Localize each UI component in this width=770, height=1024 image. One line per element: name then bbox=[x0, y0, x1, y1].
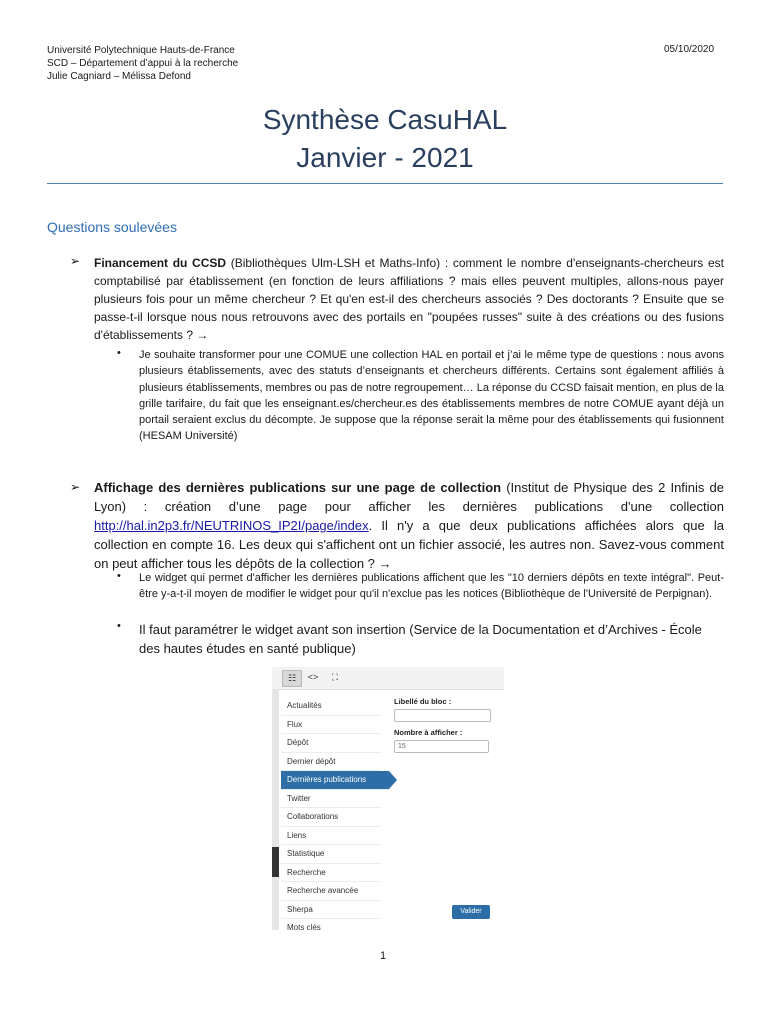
menu-item[interactable]: Dépôt bbox=[281, 734, 381, 753]
item-affichage bbox=[94, 478, 724, 573]
item-financement-answer: Je souhaite transformer pour une COMUE une collection HAL en portail et j’ai le même type de questions : nous avons plusieurs établissements, avec des statuts d’enseignants et chercheurs différents. Certains sont également affiliés à plusieurs établissements, membres ou pas de notre regroupement… La réponse du CCSD faisait mention, en plus de la grille tarifaire, du fait que les enseignant.es/chercheur.es des établissements membres de notre COMUE ayant déjà un portail seraient exclus du décompte. Je suppose que la réponse serait la même pour des établissements qui fusionnent (HESAM Université) bbox=[139, 349, 724, 443]
item-affichage-text-b: . Il n'y a que deux publications affichées alors que la collection en compte 16. Les deux qui s'affichent ont un fichier associé, les autres non. Savez-vous comment on peut afficher tous les dépôts de la collection ? → bbox=[94, 518, 724, 571]
menu-item[interactable]: Twitter bbox=[281, 790, 381, 809]
header-date: 05/10/2020 bbox=[664, 44, 715, 55]
title-divider bbox=[47, 183, 723, 184]
menu-item[interactable]: Recherche bbox=[281, 864, 381, 883]
item-affichage-answer-2: Il faut paramétrer le widget avant son insertion (Service de la Documentation et d’Archives - École des hautes études en santé publique) bbox=[139, 622, 702, 656]
menu-item[interactable]: Dernier dépôt bbox=[281, 753, 381, 772]
document-title: Synthèse CasuHAL bbox=[262, 104, 508, 135]
widget-edge-dark bbox=[272, 847, 279, 877]
code-icon[interactable]: <> bbox=[307, 672, 319, 682]
save-button[interactable]: Valider bbox=[452, 905, 490, 919]
item-affichage-title: Affichage des dernières publications sur une page de collection bbox=[94, 480, 502, 495]
block-label: Libellé du bloc : bbox=[394, 697, 452, 706]
item-financement-title: Financement du CCSD bbox=[94, 256, 227, 270]
bullet-dot-icon: • bbox=[117, 570, 121, 582]
widget-menu bbox=[281, 697, 381, 930]
menu-item[interactable]: Actualités bbox=[281, 697, 381, 716]
widget-settings-panel bbox=[394, 697, 494, 759]
menu-item-active[interactable]: Dernières publications bbox=[281, 771, 389, 790]
arrow-bullet-icon: ➢ bbox=[70, 480, 81, 494]
bullet-dot-icon: • bbox=[117, 347, 121, 359]
widget-edge bbox=[272, 689, 279, 930]
page-number: 1 bbox=[380, 950, 387, 962]
fullscreen-icon[interactable]: ⛶ bbox=[331, 672, 339, 682]
count-input[interactable]: 15 bbox=[394, 740, 489, 753]
grid-icon[interactable]: ☷ bbox=[282, 670, 302, 687]
menu-item[interactable]: Liens bbox=[281, 827, 381, 846]
count-label: Nombre à afficher : bbox=[394, 728, 463, 737]
menu-item[interactable]: Collaborations bbox=[281, 808, 381, 827]
header-line-university: Université Polytechnique Hauts-de-France bbox=[47, 45, 235, 56]
arrow-bullet-icon: ➢ bbox=[70, 254, 81, 268]
item-affichage-answer-1: Le widget qui permet d'afficher les dernières publications affichent que les "10 derniers dépôts en texte intégral". Peut-être y-a-t-il moyen de modifier le widget pour qu'il n'exclue pas les notices (Bibliothèque de l'Université de Perpignan). bbox=[139, 572, 724, 601]
menu-item[interactable]: Sherpa bbox=[281, 901, 381, 920]
item-financement-text: (Bibliothèques Ulm-LSH et Maths-Info) : comment le nombre d'enseignants-chercheurs est comptabilisé par établissement (en fonction de leurs affiliations ? mais elles peuvent multiples, allons-nous payer plusieurs fois pour un même chercheur ? Et qu'en est-il des chercheurs associés ? Des doctorants ? Ensuite que se passe-t-il lorsque nous nous retrouvons avec des portails en "poupées russes" suite à des créations ou des fusions d'établissements ? → bbox=[94, 256, 724, 342]
header-line-authors: Julie Cagniard – Mélissa Defond bbox=[47, 71, 191, 82]
header-line-department: SCD – Département d’appui à la recherche bbox=[47, 58, 239, 69]
menu-item[interactable]: Mots clés bbox=[281, 919, 381, 930]
document-subtitle: Janvier - 2021 bbox=[296, 142, 474, 173]
section-heading: Questions soulevées bbox=[47, 219, 177, 235]
block-label-input[interactable] bbox=[394, 709, 491, 722]
collection-link[interactable]: http://hal.in2p3.fr/NEUTRINOS_IP2I/page/index bbox=[94, 518, 369, 533]
menu-item[interactable]: Recherche avancée bbox=[281, 882, 381, 901]
widget-toolbar bbox=[272, 667, 504, 690]
item-affichage-text-a: (Institut de Physique des 2 Infinis de Lyon) : création d’une page pour afficher les dernières publications d'une collection bbox=[94, 480, 724, 514]
item-financement bbox=[94, 254, 724, 344]
bullet-dot-icon: • bbox=[117, 620, 121, 632]
menu-item[interactable]: Statistique bbox=[281, 845, 381, 864]
document-header bbox=[47, 44, 238, 83]
menu-item[interactable]: Flux bbox=[281, 716, 381, 735]
widget-screenshot bbox=[272, 667, 504, 930]
